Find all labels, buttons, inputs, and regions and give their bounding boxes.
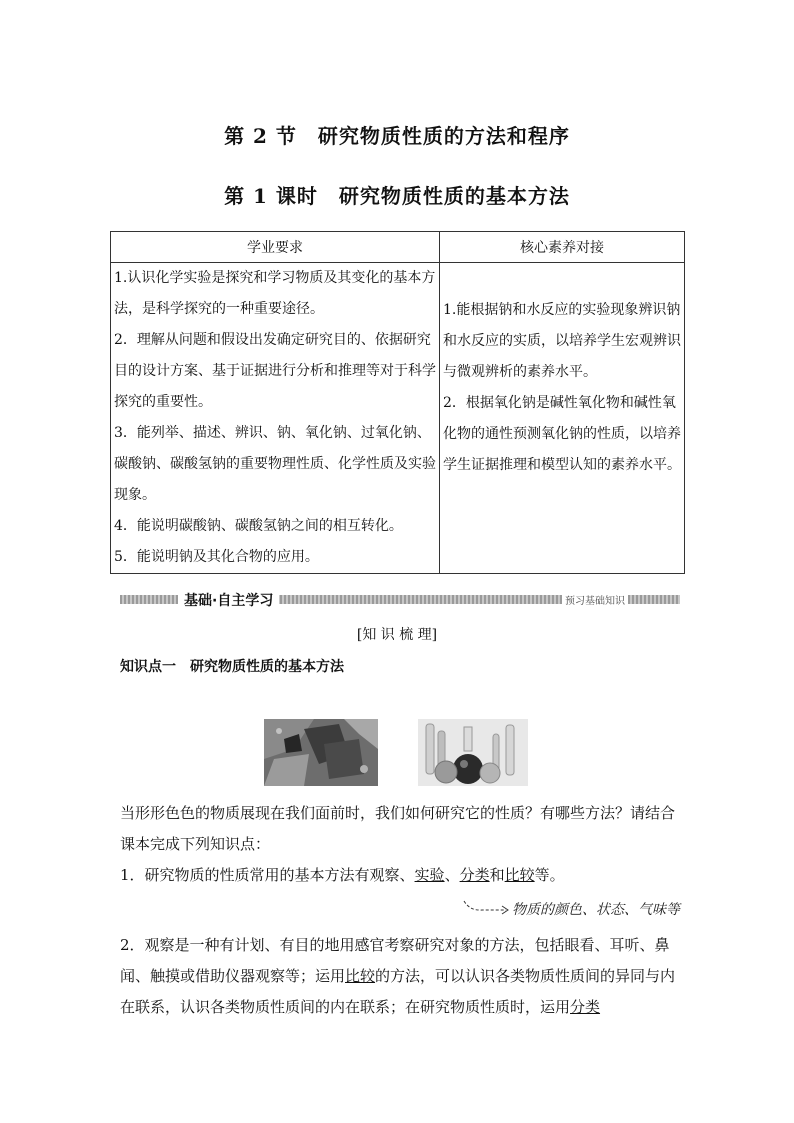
note-text: 物质的颜色、状态、气味等 (512, 902, 680, 918)
note-arrow-icon (462, 897, 512, 921)
item-1-sep2: 和 (489, 866, 505, 884)
item-2-text-b: 的方法，可以认识各类物质性质间的异同与内在联系，认识各类物质性质间的内在联系；在研究物质性质时，运用 (120, 967, 676, 1016)
margin-note (462, 897, 712, 921)
lab-glassware-photo (418, 719, 528, 786)
banner-label: 基础·自主学习 (178, 590, 279, 610)
banner-right-label: 预习基础知识 (562, 592, 628, 607)
table-header-competency: 核心素养对接 (440, 232, 685, 263)
intro-paragraph: 当形形色色的物质展现在我们面前时，我们如何研究它的性质？有哪些方法？请结合课本完成下列知识点： (120, 804, 676, 853)
competency-cell (440, 263, 685, 574)
page-subtitle: 第 1 课时 研究物质性质的基本方法 (224, 184, 570, 208)
knowledge-point-heading: 知识点一 研究物质性质的基本方法 (120, 659, 344, 675)
answer-classification-2: 分类 (570, 998, 601, 1016)
item-2-text-a: 2．观察是一种有计划、有目的地用感官考察研究对象的方法，包括眼看、耳听、鼻闻、触摸或借助仪器观察等；运用 (120, 936, 670, 985)
competency-item: 1.能根据钠和水反应的实验现象辨识钠和水反应的实质，以培养学生宏观辨识与微观辨析的素养水平。 (443, 302, 681, 380)
answer-comparison: 比较 (504, 866, 535, 884)
item-1-suffix: 等。 (534, 866, 565, 884)
competency-item: 2．根据氧化钠是碱性氧化物和碱性氧化物的通性预测氧化钠的性质，以培养学生证据推理和模型认知的素养水平。 (443, 395, 681, 473)
answer-experiment: 实验 (414, 866, 445, 884)
requirement-item: 5．能说明钠及其化合物的应用。 (114, 549, 319, 565)
requirements-cell (111, 263, 440, 574)
page-title: 第 2 节 研究物质性质的方法和程序 (224, 124, 570, 148)
requirement-item: 3．能列举、描述、辨识、钠、氧化钠、过氧化钠、碳酸钠、碳酸氢钠的重要物理性质、化学性质及实验现象。 (114, 425, 436, 503)
mineral-photo (264, 719, 378, 786)
section-banner (120, 591, 680, 607)
answer-comparison-2: 比较 (345, 967, 376, 985)
requirements-table (110, 231, 685, 574)
requirement-item: 4．能说明碳酸钠、碳酸氢钠之间的相互转化。 (114, 518, 403, 534)
item-1-sep1: 、 (444, 866, 460, 884)
requirement-item: 2．理解从问题和假设出发确定研究目的、依据研究目的设计方案、基于证据进行分析和推理等对于科学探究的重要性。 (114, 332, 436, 410)
answer-classification: 分类 (459, 866, 490, 884)
item-2-paragraph (120, 930, 680, 1023)
item-1-prefix: 1．研究物质的性质常用的基本方法有观察、 (120, 866, 415, 884)
section-title: [知 识 梳 理] (356, 627, 438, 643)
item-1-paragraph (120, 860, 680, 891)
table-header-requirements: 学业要求 (111, 232, 440, 263)
requirement-item: 1.认识化学实验是探究和学习物质及其变化的基本方法，是科学探究的一种重要途径。 (114, 270, 436, 317)
